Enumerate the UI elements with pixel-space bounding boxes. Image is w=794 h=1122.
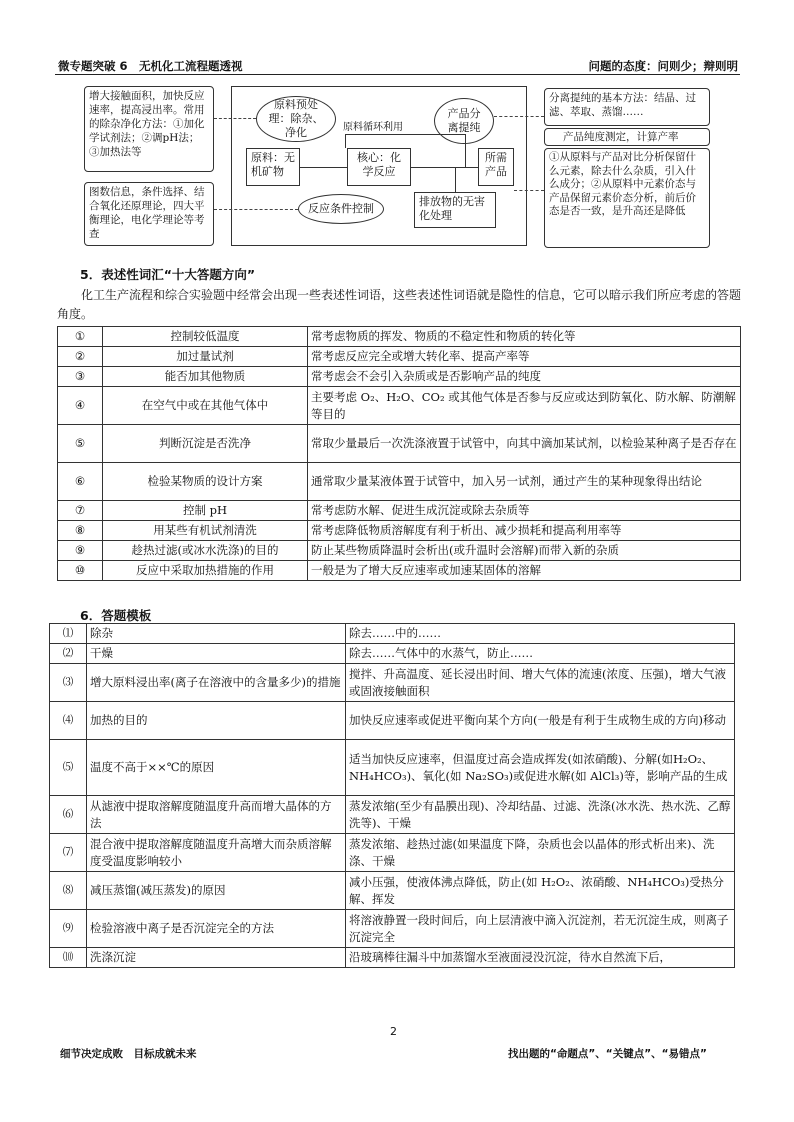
table-row [50,796,735,834]
row-number: ⑽ [50,948,87,968]
table-row [58,541,741,561]
table-row [50,664,735,702]
row-key: 判断沉淀是否洗净 [103,425,308,463]
row-key: 温度不高于××℃的原因 [87,740,346,796]
row-number: ③ [58,367,103,387]
cycle-line-top [345,134,465,135]
cycle-line-left [345,134,346,148]
table-row [58,425,741,463]
link-note-pretreat [214,118,256,119]
table-row [58,347,741,367]
table-row [58,561,741,581]
row-value: 沿玻璃棒往漏斗中加蒸馏水至液面浸没沉淀，待水自然流下后， [346,948,735,968]
row-key: 控制 pH [103,501,308,521]
row-value: 常考虑反应完全或增大转化率、提高产率等 [308,347,741,367]
arrow-core-waste [455,167,456,192]
row-key: 加过量试剂 [103,347,308,367]
row-value: 常考虑会不会引入杂质或是否影响产品的纯度 [308,367,741,387]
table-row [58,327,741,347]
row-value: 除去……气体中的水蒸气，防止…… [346,644,735,664]
row-key: 减压蒸馏(减压蒸发)的原因 [87,872,346,910]
row-value: 常考虑降低物质溶解度有利于析出、减少损耗和提高利用率等 [308,521,741,541]
row-key: 混合液中提取溶解度随温度升高增大而杂质溶解度受温度影响较小 [87,834,346,872]
row-value: 搅拌、升高温度、延长浸出时间、增大气体的流速(浓度、压强)，增大气液或固液接触面积 [346,664,735,702]
note-purity: 产品纯度测定，计算产率 [544,128,710,146]
row-value: 适当加快反应速率，但温度过高会造成挥发(如浓硝酸)、分解(如H₂O₂、NH₄HCO₃)、氧化(如 Na₂SO₃)或促进水解(如 AlCl₃)等，影响产品的生成 [346,740,735,796]
header-right: 问题的态度：问则少；辩则明 [588,59,738,73]
table-row [58,501,741,521]
row-key: 在空气中或在其他气体中 [103,387,308,425]
table-row [50,740,735,796]
footer-left: 细节决定成败 目标成就未来 [60,1048,197,1060]
flow-diagram [0,0,794,260]
row-number: ⑥ [58,463,103,501]
table-row [50,702,735,740]
row-number: ⑷ [50,702,87,740]
link-product-right [514,190,544,191]
row-value: 常取少量最后一次洗涤液置于试管中，向其中滴加某试剂，以检验某种离子是否存在 [308,425,741,463]
row-key: 趁热过滤(或冰水洗涤)的目的 [103,541,308,561]
table-row [58,367,741,387]
table-row [58,521,741,541]
table-row [58,463,741,501]
row-number: ⑹ [50,796,87,834]
table-row [50,644,735,664]
row-value: 将溶液静置一段时间后，向上层清液中滴入沉淀剂，若无沉淀生成，则离子沉淀完全 [346,910,735,948]
row-number: ⑼ [50,910,87,948]
note-top-left: 增大接触面积，加快反应速率，提高浸出率。常用的除杂净化方法：①加化学试剂法；②调pH法；③加热法等 [84,86,214,172]
table-row [50,910,735,948]
row-value: 除去……中的…… [346,624,735,644]
arrow-core-product [411,167,478,168]
row-number: ⑶ [50,664,87,702]
cycle-label: 原料循环利用 [343,122,403,133]
row-value: 主要考虑 O₂、H₂O、CO₂ 或其他气体是否参与反应或达到防氧化、防水解、防潮解等目的 [308,387,741,425]
row-value: 常考虑防水解、促进生成沉淀或除去杂质等 [308,501,741,521]
table-row [50,872,735,910]
table-row [50,834,735,872]
product-box: 所需产品 [478,148,514,186]
table-row [50,624,735,644]
row-number: ⑨ [58,541,103,561]
section5-title: 5．表述性词汇“十大答题方向” [80,267,256,282]
section5-intro: 化工生产流程和综合实验题中经常会出现一些表述性词语，这些表述性词语就是隐性的信息，它可以暗示我们所应考虑的答题角度。 [57,288,742,321]
row-key: 检验溶液中离子是否沉淀完全的方法 [87,910,346,948]
row-value: 防止某些物质降温时会析出(或升温时会溶解)而带入新的杂质 [308,541,741,561]
row-number: ⑦ [58,501,103,521]
row-value: 蒸发浓缩、趁热过滤(如果温度下降，杂质也会以晶体的形式析出来)、洗涤、干燥 [346,834,735,872]
row-number: ⑴ [50,624,87,644]
row-number: ② [58,347,103,367]
note-bottom-left: 图数信息，条件选择、结合氧化还原理论，四大平衡理论，电化学理论等考查 [84,182,214,246]
cycle-line-right [465,134,466,167]
row-key: 除杂 [87,624,346,644]
table-row [50,948,735,968]
row-key: 干燥 [87,644,346,664]
row-value: 减小压强，使液体沸点降低，防止(如 H₂O₂、浓硝酸、NH₄HCO₃)受热分解、挥发 [346,872,735,910]
row-value: 蒸发浓缩(至少有晶膜出现)、冷却结晶、过滤、洗涤(冰水洗、热水洗、乙醇洗等)、干燥 [346,796,735,834]
core-box: 核心：化学反应 [347,148,411,186]
link-note-condition [214,209,298,210]
row-number: ⑺ [50,834,87,872]
bubble-product: 产品分离提纯 [434,98,494,144]
section6-title: 6．答题模板 [80,608,152,623]
row-key: 控制较低温度 [103,327,308,347]
row-number: ④ [58,387,103,425]
bubble-condition: 反应条件控制 [298,194,384,224]
row-key: 洗涤沉淀 [87,948,346,968]
row-key: 用某些有机试剂清洗 [103,521,308,541]
row-number: ① [58,327,103,347]
note-right: ①从原料与产品对比分析保留什么元素，除去什么杂质，引入什么成分；②从原料中元素价态与产品保留元素价态分析，前后价态是否一致，是升高还是降低 [544,148,710,248]
row-key: 能否加其他物质 [103,367,308,387]
row-number: ⑸ [50,740,87,796]
row-key: 加热的目的 [87,702,346,740]
raw-material-box: 原料：无机矿物 [246,148,300,186]
row-key: 增大原料浸出率(离子在溶液中的含量多少)的措施 [87,664,346,702]
row-number: ⑤ [58,425,103,463]
row-key: 检验某物质的设计方案 [103,463,308,501]
header-left: 微专题突破 6 无机化工流程题透视 [58,59,243,73]
link-product-sep [494,116,544,117]
row-key: 反应中采取加热措施的作用 [103,561,308,581]
page-number: 2 [390,1025,397,1038]
waste-box: 排放物的无害化处理 [414,192,496,228]
section5-table [57,326,741,581]
section6-table [49,623,735,968]
row-value: 常考虑物质的挥发、物质的不稳定性和物质的转化等 [308,327,741,347]
arrow-raw-core [300,167,347,168]
row-number: ⑧ [58,521,103,541]
bubble-pretreat: 原料预处理：除杂、净化 [256,96,336,142]
row-value: 通常取少量某液体置于试管中，加入另一试剂，通过产生的某种现象得出结论 [308,463,741,501]
note-separation: 分离提纯的基本方法：结晶、过滤、萃取、蒸馏…… [544,88,710,126]
row-value: 一般是为了增大反应速率或加速某固体的溶解 [308,561,741,581]
row-number: ⑵ [50,644,87,664]
row-number: ⑻ [50,872,87,910]
row-number: ⑩ [58,561,103,581]
footer-right: 找出题的“命题点”、“关键点”、“易错点” [508,1048,707,1060]
table-row [58,387,741,425]
row-value: 加快反应速率或促进平衡向某个方向(一般是有利于生成物生成的方向)移动 [346,702,735,740]
row-key: 从滤液中提取溶解度随温度升高而增大晶体的方法 [87,796,346,834]
